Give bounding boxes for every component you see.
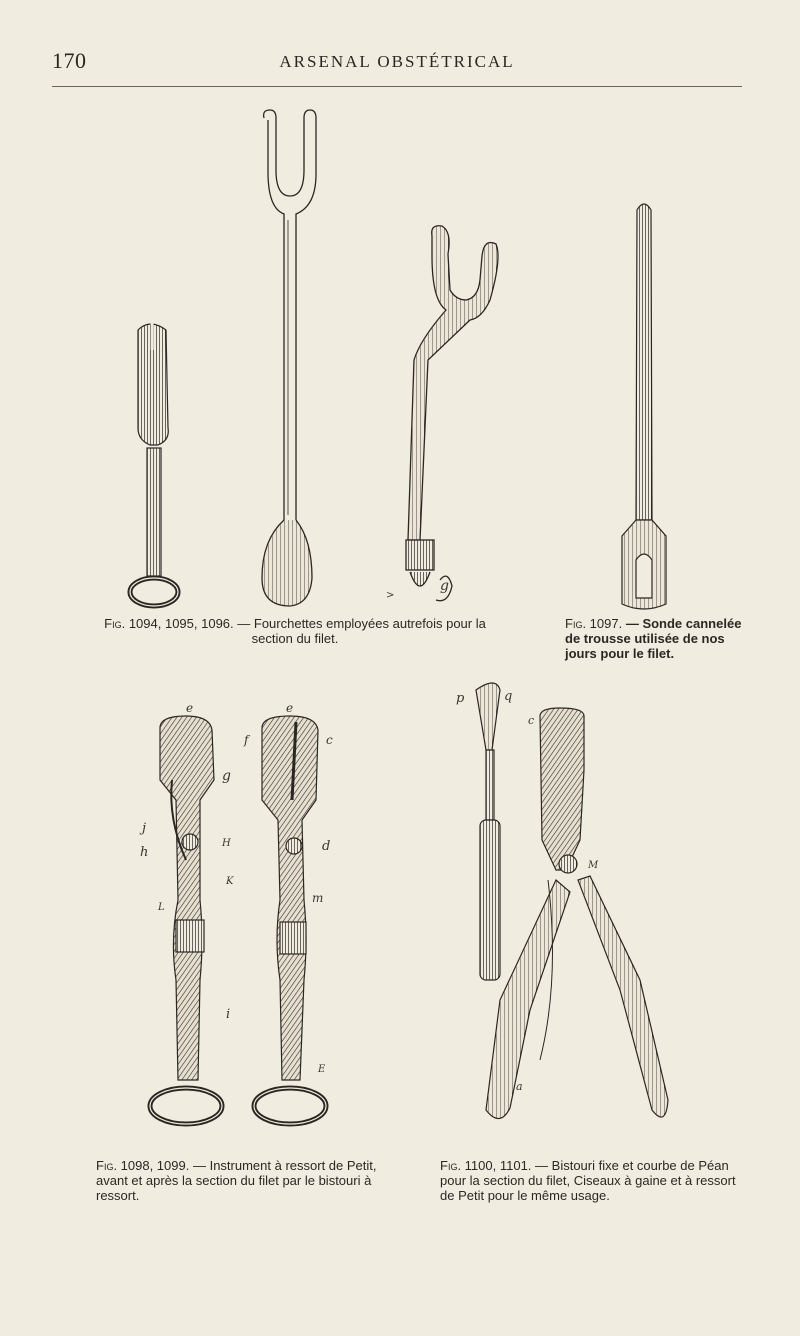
caption-fig-1098-1099 [96,1158,396,1203]
fig-1098-letter-K: K [226,876,234,887]
fig-1096-letter-g: g [440,578,449,594]
fig-1101-letter-a: a [516,1080,523,1093]
fig-1098-letter-j: j [142,821,147,836]
page-number: 170 [52,48,87,73]
fig-1100-letter-q: q [504,689,513,704]
caption-text: — Fourchettes employées autrefois pour la section du filet. [237,616,486,646]
fig-1099-letter-m: m [312,891,324,905]
caption-label: Fig. 1100, 1101. [440,1158,532,1173]
fig-1094-fork [130,322,178,606]
fig-1098-spring-instrument [150,716,222,1124]
caption-fig-1097 [565,616,745,661]
fig-1101-scissors [486,708,668,1119]
running-title: ARSENAL OBSTÉTRICAL [279,52,515,71]
fig-1099-letter-e: e [286,701,294,715]
fig-1098-letter-i: i [226,1007,231,1022]
fig-1099-letter-c: c [326,733,333,747]
fig-1096-letter: > [386,590,395,601]
fig-1099-letter-f: f [244,733,249,747]
caption-text: — Instrument à ressort de Petit, avant et après la section du filet par le bistouri à ressort. [96,1158,377,1203]
fig-1095-fork [262,110,316,606]
fig-1101-letter-c: c [528,714,535,727]
fig-1099-letter-d: d [322,839,331,854]
fig-1098-letter-h: h [140,845,149,860]
fig-1101-letter-M: M [588,860,599,871]
fig-1099-spring-instrument [254,716,326,1124]
caption-label: Fig. 1097. [565,616,623,631]
fig-1098-letter-e: e [186,701,194,715]
caption-fig-1094-1096 [100,616,490,646]
caption-text: — Bistouri fixe et courbe de Péan pour la section du filet, Ciseaux à gaine et à ressort de Petit pour le même usage. [440,1158,736,1203]
caption-text: — Sonde cannelée de trousse utilisée de nos jours pour le filet. [565,616,742,661]
fig-1100-letter-p: p [456,691,465,706]
caption-fig-1100-1101 [440,1158,740,1203]
fig-1098-letter-H: H [222,838,231,849]
fig-1100-bistoury [476,683,500,980]
caption-label: Fig. 1094, 1095, 1096. [104,616,234,631]
fig-1097-grooved-probe [622,204,666,609]
caption-label: Fig. 1098, 1099. [96,1158,190,1173]
fig-1098-letter-g: g [222,768,231,784]
fig-1098-letter-L: L [158,902,165,913]
fig-1099-letter-E: E [318,1064,326,1075]
fig-1096-curved-fork [406,226,498,601]
